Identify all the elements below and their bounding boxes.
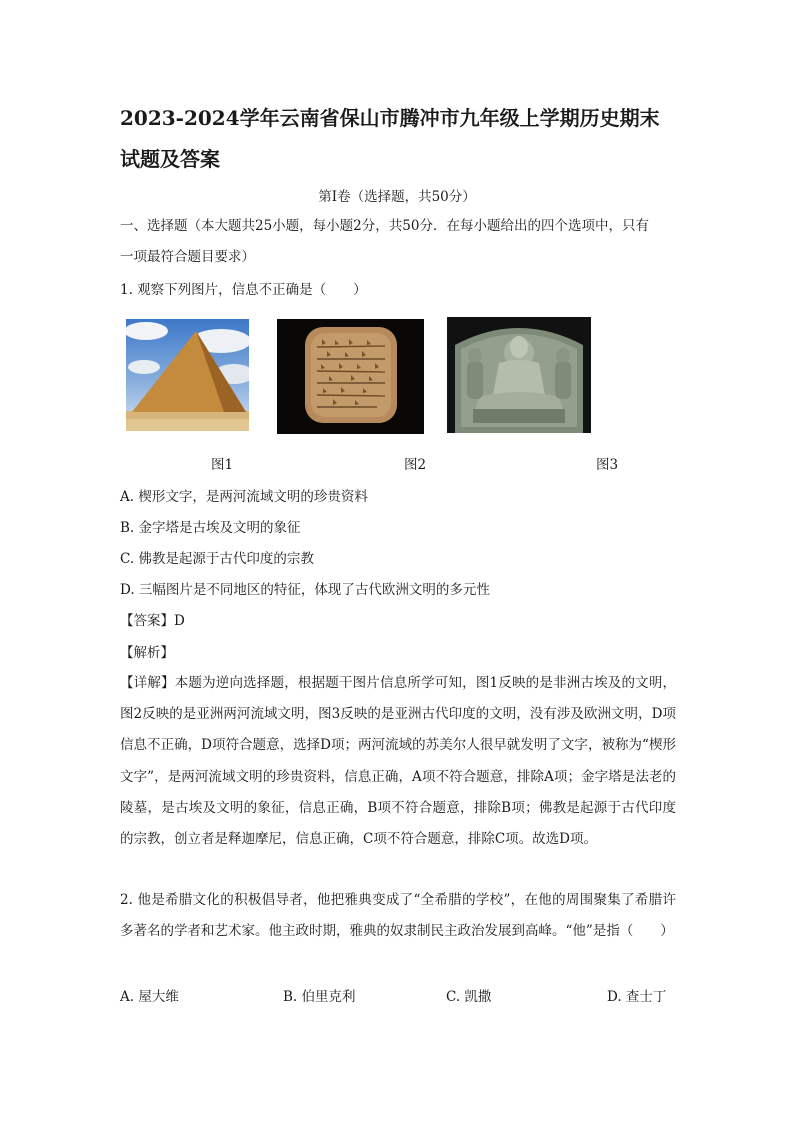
detail-text: 本题为逆向选择题，根据题干图片信息所学可知，图1反映的是非洲古埃及的文明，图2反映的是亚洲两河流域文明，图3反映的是亚洲古代印度的文明，没有涉及欧洲文明，D项信息不正确，D项符合题意，选择D项；两河流域的苏美尔人很早就发明了文字，被称为“楔形文字”，是两河流域文明的珍贵资料，信息正确，A项不符合题意，排除A项；金字塔是法老的陵墓，是古埃及文明的象征，信息正确，B项不符合题意，排除B项；佛教是起源于古代印度的宗教，创立者是释迦摩尼，信息正确，C项不符合题意，排除C项。故选D项。 [120, 675, 677, 848]
q2-option-d: D. 查士丁 [607, 989, 667, 1005]
figure-2-caption: 图2 [404, 457, 427, 473]
q1-analysis-label: 【解析】 [120, 645, 174, 661]
q1-option-d: D. 三幅图片是不同地区的特征，体现了古代欧洲文明的多元性 [120, 582, 490, 598]
answer-label: 【答案】 [120, 613, 174, 629]
figure-1-caption: 图1 [211, 457, 234, 473]
q2-option-b: B. 伯里克利 [283, 989, 356, 1005]
volume-header: 第Ⅰ卷（选择题，共50分） [318, 189, 476, 205]
figure-3-caption: 图3 [596, 457, 619, 473]
cuneiform-tablet-image [277, 319, 424, 434]
question-1-stem: 1. 观察下列图片，信息不正确是（ ） [120, 282, 367, 298]
section-instructions-line-1: 一、选择题（本大题共25小题，每小题2分，共50分．在每小题给出的四个选项中，只有 [120, 218, 649, 234]
pyramid-image [126, 319, 249, 431]
document-title-line-2: 试题及答案 [120, 147, 220, 171]
q2-option-a: A. 屋大维 [120, 989, 179, 1005]
buddha-relief-image [447, 317, 591, 433]
q1-detail-paragraph [120, 668, 676, 855]
q2-option-c: C. 凯撒 [446, 989, 492, 1005]
answer-value: D [174, 613, 185, 629]
q1-option-b: B. 金字塔是古埃及文明的象征 [120, 520, 301, 536]
document-title-line-1: 2023-2024学年云南省保山市腾冲市九年级上学期历史期末 [120, 106, 660, 130]
q1-option-a: A. 楔形文字，是两河流域文明的珍贵资料 [120, 489, 368, 505]
q1-option-c: C. 佛教是起源于古代印度的宗教 [120, 551, 314, 567]
detail-label: 【详解】 [120, 675, 175, 691]
section-instructions-line-2: 一项最符合题目要求） [120, 249, 255, 265]
q1-answer [120, 613, 185, 629]
question-2-stem: 2. 他是希腊文化的积极倡导者，他把雅典变成了“全希腊的学校”，在他的周围聚集了希腊许多著名的学者和艺术家。他主政时期，雅典的奴隶制民主政治发展到高峰。“他”是指（ ） [120, 892, 676, 940]
